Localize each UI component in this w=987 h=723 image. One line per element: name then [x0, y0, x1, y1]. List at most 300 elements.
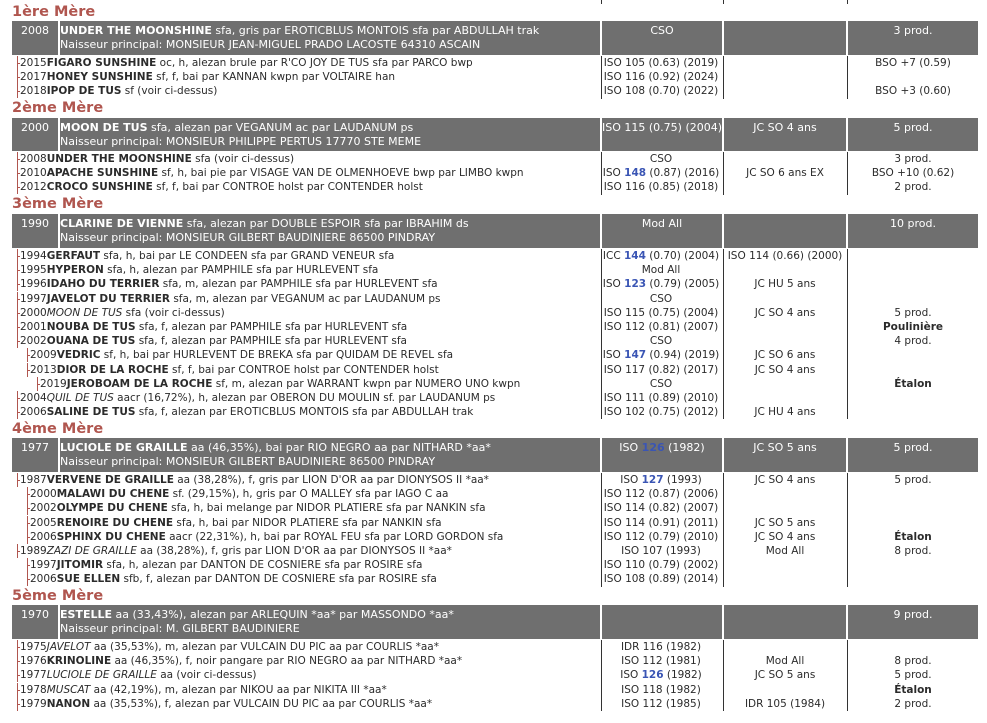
produce-row: [0, 654, 987, 668]
produce-rating: [602, 377, 720, 391]
produce-name: APACHE SUNSHINE: [46, 167, 159, 180]
produce-rating: [602, 572, 720, 586]
produce-row: [0, 697, 987, 711]
produce-identity: [20, 84, 217, 98]
dam-production: 9 prod.: [893, 608, 933, 621]
produce-rating: [602, 683, 720, 697]
produce-name: QUIL DE TUS: [46, 392, 114, 404]
dam-production: 3 prod.: [893, 24, 933, 37]
dam-header-row: [12, 118, 978, 151]
dam-competition: [724, 24, 846, 55]
produce-production: 5 prod.: [894, 669, 932, 682]
produce-year: 1979: [20, 697, 47, 710]
produce-identity: [20, 683, 387, 697]
rating-suffix: (0.94) (2019): [646, 349, 720, 362]
dam-description: sfa, alezan par DOUBLE ESPOIR sfa par IBRAHIM ds: [183, 217, 469, 230]
produce-rating: [602, 306, 720, 320]
produce-year: 2008: [20, 153, 47, 165]
rating-value-highlight: 127: [641, 474, 664, 486]
produce-rating: [602, 668, 720, 682]
rating-value-highlight: 123: [624, 278, 647, 291]
produce-name: JAVELOT: [46, 641, 91, 653]
dam-header-row: [12, 214, 978, 248]
produce-identity: [30, 572, 437, 586]
produce-description: aa (voir ci-dessus): [156, 669, 257, 682]
produce-identity: [20, 473, 489, 487]
produce-competition: Mod All: [765, 655, 805, 668]
produce-row: [0, 152, 987, 166]
produce-name: VERVENE DE GRAILLE: [46, 474, 174, 486]
produce-name: SUE ELLEN: [56, 573, 121, 586]
column-rule: [723, 0, 724, 4]
produce-year: 1995: [20, 264, 47, 277]
produce-competition: JC SO 4 ans: [754, 306, 816, 319]
produce-identity: [20, 654, 462, 668]
produce-row: [0, 249, 987, 263]
dam-rating: [602, 24, 722, 55]
produce-competition: JC SO 6 ans: [754, 349, 816, 362]
produce-description: sfa, h, bai par LE CONDEEN sfa par GRAND VENEUR sfa: [100, 250, 395, 262]
produce-row: [0, 70, 987, 84]
produce-description: aa (35,53%), f, alezan par VULCAIN DU PIC aa par COURLIS *aa*: [90, 697, 433, 710]
produce-row: [0, 572, 987, 586]
produce-name: OLYMPE DU CHENE: [56, 502, 168, 515]
rating-prefix: ICC: [602, 250, 624, 262]
produce-identity: [20, 668, 257, 682]
produce-row: [0, 166, 987, 180]
produce-production: 5 prod.: [894, 306, 932, 319]
produce-row: [0, 487, 987, 501]
produce-description: sfa, f, alezan par EROTICBLUS MONTOIS sfa par ABDULLAH trak: [135, 406, 474, 419]
produce-identity: [30, 363, 439, 377]
dam-rating: [602, 608, 722, 639]
produce-production: Étalon: [894, 683, 932, 696]
rating-value-highlight: 148: [624, 167, 647, 180]
dam-competition: [724, 217, 846, 248]
generation-title: 4ème Mère: [12, 421, 104, 437]
produce-description: sfa, h, alezan par PAMPHILE sfa par HURLEVENT sfa: [103, 264, 379, 277]
produce-name: NANON: [46, 697, 91, 710]
produce-name: LUCIOLE DE GRAILLE: [46, 669, 157, 682]
dam-identity: [60, 121, 600, 151]
produce-name: MALAWI DU CHENE: [56, 488, 170, 501]
dam-year: 1977: [21, 441, 49, 454]
produce-year: 1987: [20, 474, 47, 486]
produce-rating: [602, 84, 720, 98]
dam-production: 5 prod.: [893, 441, 933, 454]
produce-name: MUSCAT: [46, 683, 91, 696]
produce-rating: [602, 391, 720, 405]
produce-production: 2 prod.: [894, 697, 932, 710]
produce-year: 2006: [30, 530, 57, 543]
produce-row: [0, 363, 987, 377]
column-rule: [601, 0, 602, 4]
produce-identity: [20, 697, 432, 711]
produce-description: sfa, h, bai melange par NIDOR PLATIERE sfa par NANKIN sfa: [167, 502, 486, 515]
produce-rating: [602, 558, 720, 572]
rating-text: ISO 105 (0.63) (2019): [603, 57, 719, 69]
produce-production: BSO +3 (0.60): [875, 85, 951, 98]
rating-text: ISO 108 (0.70) (2022): [603, 85, 719, 98]
rating-text: ISO 110 (0.79) (2002): [603, 559, 719, 572]
dam-year: 2000: [21, 121, 49, 134]
produce-identity: [20, 544, 452, 558]
produce-identity: [20, 180, 423, 194]
produce-year: 2005: [30, 516, 57, 529]
produce-description: sf, m, alezan par WARRANT kwpn par NUMERO UNO kwpn: [212, 377, 521, 390]
rating-value-highlight: 126: [641, 441, 665, 454]
produce-rating: [602, 334, 720, 348]
rating-prefix: ISO: [619, 441, 642, 454]
rating-text: ISO 112 (0.81) (2007): [603, 321, 719, 333]
rating-text: ISO 112 (0.87) (2006): [603, 488, 719, 501]
dam-year: 1990: [21, 217, 49, 230]
produce-name: NOUBA DE TUS: [46, 321, 136, 333]
produce-year: 1994: [20, 250, 47, 262]
produce-name: CROCO SUNSHINE: [46, 181, 153, 194]
dam-name: UNDER THE MOONSHINE: [60, 24, 212, 37]
produce-year: 2013: [30, 363, 57, 376]
dam-year: 2008: [21, 24, 49, 37]
produce-identity: [30, 516, 442, 530]
generation-title: 5ème Mère: [12, 588, 104, 604]
produce-rating: [602, 697, 720, 711]
produce-name: SPHINX DU CHENE: [56, 530, 166, 543]
dam-year: 1970: [21, 608, 49, 621]
produce-row: [0, 391, 987, 405]
produce-identity: [20, 405, 473, 419]
produce-rating: [602, 263, 720, 277]
rating-suffix: (0.87) (2016): [646, 167, 720, 180]
produce-year: 1997: [20, 292, 47, 305]
produce-name: IDAHO DU TERRIER: [46, 278, 160, 291]
produce-identity: [20, 277, 438, 291]
produce-year: 1989: [20, 545, 47, 557]
rating-text: ISO 116 (0.92) (2024): [603, 71, 719, 84]
produce-row: [0, 306, 987, 320]
produce-description: sf, f, bai par CONTROE holst par CONTENDER holst: [168, 363, 439, 376]
rating-value-highlight: 144: [624, 250, 646, 262]
produce-description: sf, h, bai par HURLEVENT DE BREKA sfa par QUIDAM DE REVEL sfa: [100, 349, 454, 362]
produce-description: sfa, m, alezan par VEGANUM ac par LAUDANUM ps: [169, 292, 441, 305]
rating-text: Mod All: [641, 264, 681, 277]
produce-name: JEROBOAM DE LA ROCHE: [66, 377, 213, 390]
produce-row: [0, 263, 987, 277]
rating-text: IDR 116 (1982): [620, 641, 702, 653]
dam-competition: JC SO 5 ans: [753, 441, 817, 454]
produce-description: sfa, h, alezan par DANTON DE COSNIERE sfa par ROSIRE sfa: [103, 559, 423, 572]
rating-text: ISO 114 (0.91) (2011): [603, 516, 719, 529]
produce-year: 2010: [20, 167, 47, 180]
produce-production: 4 prod.: [894, 335, 932, 348]
produce-description: aa (38,28%), f, gris par LION D'OR aa par DIONYSOS II *aa*: [136, 545, 452, 557]
rating-text: ISO 118 (1982): [621, 683, 701, 696]
dam-rating: [602, 441, 722, 472]
rating-text: ISO 112 (1981): [621, 655, 701, 668]
produce-year: 2004: [20, 392, 47, 404]
produce-identity: [20, 306, 225, 320]
produce-rating: [602, 152, 720, 166]
rating-prefix: ISO: [602, 278, 625, 291]
dam-production: 10 prod.: [890, 217, 936, 230]
produce-row: [0, 640, 987, 654]
rating-text: ISO 112 (0.79) (2010): [603, 530, 719, 543]
produce-rating: [602, 640, 720, 654]
rating-prefix: ISO: [602, 167, 625, 180]
produce-row: [0, 348, 987, 362]
produce-year: 1976: [20, 655, 47, 668]
produce-row: [0, 84, 987, 98]
produce-rating: [602, 405, 720, 419]
produce-description: oc, h, alezan brule par R'CO JOY DE TUS sfa par PARCO bwp: [156, 57, 473, 69]
dam-competition: [724, 608, 846, 639]
produce-year: 2019: [40, 377, 67, 390]
produce-identity: [20, 249, 394, 263]
produce-description: sfa, m, alezan par PAMPHILE sfa par HURLEVENT sfa: [159, 278, 438, 291]
produce-description: sfb, f, alezan par DANTON DE COSNIERE sfa par ROSIRE sfa: [120, 573, 437, 586]
produce-description: sfa, h, bai par NIDOR PLATIERE sfa par NANKIN sfa: [173, 516, 442, 529]
produce-row: [0, 544, 987, 558]
produce-row: [0, 334, 987, 348]
produce-competition: JC SO 4 ans: [754, 474, 816, 486]
rating-text: ISO 102 (0.75) (2012): [603, 406, 719, 419]
produce-name: HONEY SUNSHINE: [46, 71, 153, 84]
dam-breeder: Naisseur principal: MONSIEUR PHILIPPE PERTUS 17770 STE MEME: [60, 135, 422, 148]
dam-breeder: Naisseur principal: MONSIEUR JEAN-MIGUEL PRADO LACOSTE 64310 ASCAIN: [60, 38, 481, 51]
rating-text: ISO 116 (0.85) (2018): [603, 181, 719, 194]
dam-description: sfa, gris par EROTICBLUS MONTOIS sfa par ABDULLAH trak: [211, 24, 540, 37]
produce-year: 2017: [20, 71, 47, 84]
rating-prefix: ISO: [602, 349, 625, 362]
dam-breeder: Naisseur principal: M. GILBERT BAUDINIERE: [60, 622, 300, 635]
produce-row: [0, 530, 987, 544]
generation-title: 2ème Mère: [12, 100, 104, 116]
produce-rating: [602, 544, 720, 558]
rating-text: ISO 107 (1993): [621, 545, 701, 557]
dam-header-row: [12, 605, 978, 639]
produce-description: sfa, f, alezan par PAMPHILE sfa par HURLEVENT sfa: [135, 335, 407, 348]
produce-year: 2012: [20, 181, 47, 194]
produce-rating: [602, 654, 720, 668]
rating-suffix: (1982): [664, 441, 705, 454]
produce-competition: JC SO 5 ans: [754, 516, 816, 529]
produce-competition: JC HU 5 ans: [754, 278, 816, 291]
dam-rating: [602, 121, 722, 151]
produce-description: aa (42,19%), m, alezan par NIKOU aa par NIKITA III *aa*: [90, 683, 387, 696]
produce-year: 1977: [20, 669, 47, 682]
produce-identity: [20, 70, 395, 84]
produce-row: [0, 501, 987, 515]
produce-rating: [602, 501, 720, 515]
produce-identity: [20, 166, 524, 180]
rating-prefix: ISO: [620, 474, 642, 486]
produce-production: 8 prod.: [894, 655, 932, 668]
dam-identity: [60, 608, 600, 639]
produce-competition: JC SO 4 ans: [754, 530, 816, 543]
produce-identity: [30, 501, 486, 515]
dam-competition: JC SO 4 ans: [753, 121, 817, 134]
produce-year: 2018: [20, 85, 47, 98]
dam-rating: [602, 217, 722, 248]
produce-rating: [602, 249, 720, 263]
produce-name: DIOR DE LA ROCHE: [56, 363, 169, 376]
produce-rating: [602, 180, 720, 194]
rating-suffix: (0.79) (2005): [646, 278, 720, 291]
produce-competition: IDR 105 (1984): [744, 697, 826, 710]
produce-row: [0, 320, 987, 334]
produce-production: 3 prod.: [894, 153, 932, 165]
produce-description: sf, f, bai par KANNAN kwpn par VOLTAIRE han: [152, 71, 396, 84]
produce-row: [0, 277, 987, 291]
rating-text: ISO 112 (1985): [621, 697, 701, 710]
produce-identity: [40, 377, 520, 391]
produce-production: BSO +10 (0.62): [871, 167, 955, 180]
produce-description: aa (35,53%), m, alezan par VULCAIN DU PIC aa par COURLIS *aa*: [90, 641, 439, 653]
produce-identity: [20, 391, 495, 405]
dam-description: sfa, alezan par VEGANUM ac par LAUDANUM ps: [147, 121, 414, 134]
dam-name: ESTELLE: [60, 608, 112, 621]
produce-year: 2002: [20, 335, 47, 348]
produce-competition: Mod All: [765, 545, 805, 557]
produce-description: aacr (16,72%), h, alezan par OBERON DU MOULIN sf. par LAUDANUM ps: [113, 392, 496, 404]
produce-identity: [20, 263, 378, 277]
produce-rating: [602, 530, 720, 544]
produce-identity: [30, 348, 453, 362]
column-rule: [847, 0, 848, 4]
dam-name: LUCIOLE DE GRAILLE: [60, 441, 188, 454]
produce-rating: [602, 292, 720, 306]
rating-suffix: (1993): [663, 474, 702, 486]
produce-rating: [602, 320, 720, 334]
produce-competition: ISO 114 (0.66) (2000): [727, 250, 843, 262]
rating-value-highlight: 126: [641, 669, 664, 682]
produce-description: sf, f, bai par CONTROE holst par CONTENDER holst: [152, 181, 423, 194]
dam-name: MOON DE TUS: [60, 121, 148, 134]
rating-text: ISO 111 (0.89) (2010): [603, 392, 719, 404]
produce-rating: [602, 473, 720, 487]
produce-identity: [20, 320, 407, 334]
dam-breeder: Naisseur principal: MONSIEUR GILBERT BAUDINIERE 86500 PINDRAY: [60, 231, 436, 244]
rating-text: CSO: [649, 335, 673, 348]
produce-name: KRINOLINE: [46, 655, 112, 668]
rating-text: ISO 115 (0.75) (2004): [603, 306, 719, 319]
produce-rating: [602, 56, 720, 70]
produce-name: GERFAUT: [46, 250, 101, 262]
produce-identity: [20, 152, 294, 166]
produce-competition: JC HU 4 ans: [754, 406, 816, 419]
dam-production: 5 prod.: [893, 121, 933, 134]
produce-row: [0, 377, 987, 391]
dam-line: [60, 217, 600, 231]
rating-text: ISO 114 (0.82) (2007): [603, 502, 719, 515]
dam-line: [60, 121, 600, 135]
produce-year: 1996: [20, 278, 47, 291]
dam-line: [60, 608, 600, 622]
produce-identity: [20, 56, 473, 70]
produce-rating: [602, 363, 720, 377]
produce-identity: [20, 292, 441, 306]
produce-identity: [30, 558, 422, 572]
produce-row: [0, 683, 987, 697]
produce-name: VEDRIC: [56, 349, 101, 362]
produce-identity: [30, 530, 503, 544]
rating-suffix: (1982): [663, 669, 702, 682]
produce-year: 2009: [30, 349, 57, 362]
produce-name: FIGARO SUNSHINE: [46, 57, 157, 69]
produce-description: aa (38,28%), f, gris par LION D'OR aa par DIONYSOS II *aa*: [173, 474, 489, 486]
produce-identity: [20, 334, 407, 348]
produce-year: 2000: [30, 488, 57, 501]
produce-rating: [602, 166, 720, 180]
rating-text: ISO 115 (0.75) (2004): [602, 121, 723, 134]
produce-rating: [602, 487, 720, 501]
produce-description: sf, h, bai pie par VISAGE VAN DE OLMENHOEVE bwp par LIMBO kwpn: [158, 167, 524, 180]
produce-production: Poulinière: [882, 321, 944, 333]
produce-year: 2000: [20, 306, 47, 319]
generation-title: 3ème Mère: [12, 196, 104, 212]
produce-description: sf (voir ci-dessus): [121, 85, 218, 98]
produce-description: aacr (22,31%), h, bai par ROYAL FEU sfa par LORD GORDON sfa: [165, 530, 504, 543]
dam-line: [60, 24, 600, 38]
produce-rating: [602, 348, 720, 362]
produce-row: [0, 405, 987, 419]
produce-name: OUANA DE TUS: [46, 335, 136, 348]
produce-row: [0, 473, 987, 487]
produce-production: 2 prod.: [894, 181, 932, 194]
produce-competition: JC SO 6 ans EX: [746, 167, 824, 180]
produce-production: Étalon: [894, 377, 932, 390]
produce-production: 8 prod.: [894, 545, 932, 557]
produce-year: 1997: [30, 559, 57, 572]
produce-year: 2002: [30, 502, 57, 515]
produce-competition: JC SO 5 ans: [754, 669, 816, 682]
dam-description: aa (46,35%), bai par RIO NEGRO aa par NITHARD *aa*: [187, 441, 491, 454]
produce-row: [0, 180, 987, 194]
produce-name: IPOP DE TUS: [46, 85, 122, 98]
rating-value-highlight: 147: [624, 349, 647, 362]
produce-name: UNDER THE MOONSHINE: [46, 153, 192, 165]
produce-year: 2006: [30, 573, 57, 586]
rating-text: ISO 108 (0.89) (2014): [603, 573, 719, 586]
rating-text: CSO: [650, 24, 674, 37]
produce-name: ZAZI DE GRAILLE: [46, 545, 137, 557]
generation-title: 1ère Mère: [12, 4, 96, 20]
produce-name: SALINE DE TUS: [46, 406, 136, 419]
dam-description: aa (33,43%), alezan par ARLEQUIN *aa* par MASSONDO *aa*: [112, 608, 454, 621]
dam-name: CLARINE DE VIENNE: [60, 217, 184, 230]
produce-row: [0, 292, 987, 306]
produce-production: BSO +7 (0.59): [875, 57, 951, 69]
produce-name: JAVELOT DU TERRIER: [46, 292, 170, 305]
produce-row: [0, 668, 987, 682]
produce-name: MOON DE TUS: [46, 306, 123, 319]
produce-competition: JC SO 4 ans: [754, 363, 816, 376]
produce-description: aa (46,35%), f, noir pangare par RIO NEGRO aa par NITHARD *aa*: [111, 655, 463, 668]
rating-text: CSO: [649, 377, 673, 390]
produce-production: Étalon: [894, 530, 932, 543]
dam-identity: [60, 441, 600, 472]
produce-rating: [602, 70, 720, 84]
dam-header-row: [12, 438, 978, 472]
rating-suffix: (0.70) (2004): [645, 250, 720, 262]
produce-production: 5 prod.: [894, 474, 932, 486]
produce-year: 2006: [20, 406, 47, 419]
rating-text: ISO 117 (0.82) (2017): [603, 363, 719, 376]
produce-description: sfa, f, alezan par PAMPHILE sfa par HURLEVENT sfa: [135, 321, 408, 333]
produce-row: [0, 558, 987, 572]
dam-header-row: [12, 21, 978, 55]
produce-identity: [30, 487, 448, 501]
